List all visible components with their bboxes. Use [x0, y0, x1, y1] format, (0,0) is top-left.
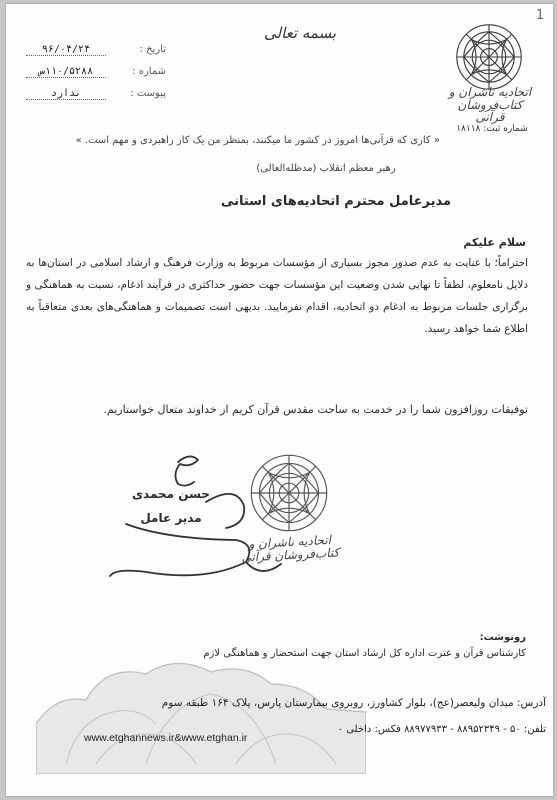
footer-phone: تلفن: ۵۰ - ۸۸۹۵۲۳۴۹ - ۸۸۹۷۷۹۳۳ فکس: داخلی ۰ [337, 724, 546, 735]
corner-mark: 1 [536, 8, 545, 23]
number-row [26, 66, 166, 78]
cc-label: رونوشت: [479, 632, 526, 643]
number-label: شماره : [132, 66, 166, 77]
attachment-row [26, 88, 166, 100]
quote-attribution: رهبر معظم انقلاب (مدظله‌العالی) [256, 163, 396, 174]
date-label: تاریخ : [139, 44, 166, 55]
date-value: ۹۶/۰۴/۲۴ [26, 44, 106, 56]
union-logo-icon [454, 22, 524, 92]
number-value: ۱۱۰/۵۲۸۸س [26, 66, 106, 78]
signer-title: مدیر عامل [140, 511, 202, 525]
attachment-value: ندارد [26, 88, 106, 100]
letter-sheet [6, 4, 553, 796]
brand-logotype: اتحادیه ناشران و کتاب‌فروشان قرآنی [448, 85, 532, 125]
seal-logotype: اتحادیه ناشران و کتاب‌فروشان قرآنی [241, 532, 340, 565]
footer-website[interactable]: www.etghannews.ir&www.etghan.ir [84, 732, 248, 744]
attachment-label: پیوست : [130, 88, 166, 99]
signer-name: حسن محمدی [132, 487, 210, 501]
date-row [26, 44, 166, 56]
leader-quote: « کاری که قرآنی‌ها امروز در کشور ما میکنند، بمنظر من یک کار راهبردی و مهم است. » [75, 135, 440, 146]
official-seal-icon [248, 452, 330, 534]
greeting: سلام علیکم [463, 236, 526, 249]
letter-closing: توفیقات روزافزون شما را در خدمت به ساحت مقدس قرآن کریم از خداوند متعال خواستاریم. [103, 403, 528, 416]
letter-body: احتراماً؛ با عنایت به عدم صدور مجوز بسیاری از مؤسسات مربوط به وزارت فرهنگ و ارشاد اسلامی در استان‌ها به دلایل نامعلوم، لطفاً تا نهایی شدن وضعیت این مؤسسات جهت حضور حداکثری در فرآیند ادغام، نسبت به هماهنگی و برگزاری جلسات مربوط به ادغام دو اتحادیه، اقدام نفرمایید. بدیهی است تصمیمات و هماهنگی‌های بعدی متعاقباً به اطلاع شما خواهد رسید. [26, 257, 528, 335]
addressee: مدیرعامل محترم اتحادیه‌های استانی [220, 194, 452, 209]
footer-dome-pattern-icon [36, 654, 366, 774]
cc-item: کارشناس قرآن و عترت اداره کل ارشاد استان جهت استحضار و هماهنگی لازم [203, 648, 526, 659]
bismillah: بسمه تعالی [264, 24, 337, 42]
footer-address: آدرس: میدان ولیعصر(عج)، بلوار کشاورز، روبروی بیمارستان پارس، پلاک ۱۶۴ طبقه سوم [161, 697, 546, 709]
registration-number: شماره ثبت: ۱۸۱۱۸ [456, 124, 528, 134]
